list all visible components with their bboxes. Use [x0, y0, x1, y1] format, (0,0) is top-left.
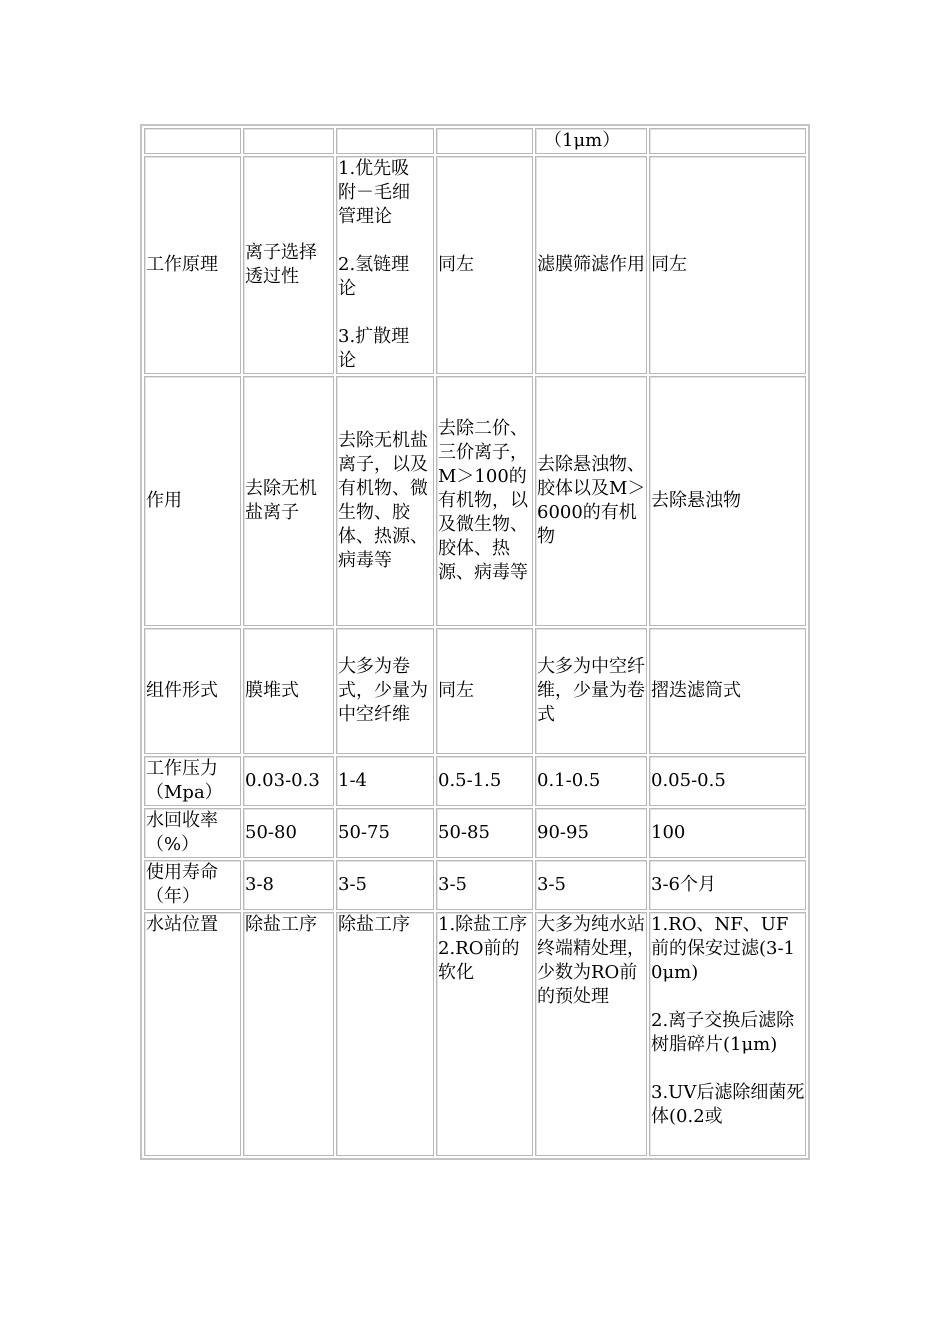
table-cell: 除盐工序: [336, 912, 434, 1156]
table-row: [144, 628, 806, 754]
table-cell: 同左: [649, 156, 806, 374]
table-row: [144, 912, 806, 1156]
row-label: 工作压力（Mpa）: [144, 756, 241, 806]
cell-line: 管理论: [338, 206, 392, 227]
table-cell: 同左: [436, 156, 533, 374]
row-label: 水站位置: [144, 912, 241, 1156]
table-cell: [436, 912, 533, 1156]
table-cell: 去除悬浊物: [649, 376, 806, 626]
table-cell: 去除悬浊物、胶体以及M＞6000的有机物: [535, 376, 647, 626]
table-cell: 离子选择透过性: [243, 156, 334, 374]
table-cell: 去除无机盐离子: [243, 376, 334, 626]
table-cell: 3-6个月: [649, 860, 806, 910]
cell-line: 1.优先吸: [338, 158, 410, 179]
cell-line: [651, 985, 805, 1009]
cell-line: 3.扩散理: [338, 326, 410, 347]
cell-line: 2.RO前的软化: [438, 938, 520, 983]
table-cell: 3-5: [535, 860, 647, 910]
cell-line: 论: [338, 350, 356, 371]
table-cell: 大多为中空纤维，少量为卷式: [535, 628, 647, 754]
table-cell: 去除无机盐离子，以及有机物、微生物、胶体、热源、病毒等: [336, 376, 434, 626]
table-cell: 50-85: [436, 808, 533, 858]
table-cell: 0.1-0.5: [535, 756, 647, 806]
cell-line: 2.离子交换后滤除树脂碎片(1μm): [651, 1010, 795, 1055]
table-row: [144, 128, 806, 154]
table-row: [144, 156, 806, 374]
table-row: [144, 376, 806, 626]
cell-lines: [438, 913, 532, 985]
table-row: [144, 860, 806, 910]
table-cell: 90-95: [535, 808, 647, 858]
table-cell: 3-8: [243, 860, 334, 910]
row-label: 水回收率（%）: [144, 808, 241, 858]
cell-line: [338, 229, 433, 253]
cell-line: 1.除盐工序: [438, 914, 528, 935]
table-cell: 50-80: [243, 808, 334, 858]
cell-line: [651, 1057, 805, 1081]
table-cell: [336, 128, 434, 154]
table-cell: 1-4: [336, 756, 434, 806]
table-cell: 3-5: [336, 860, 434, 910]
row-label: 使用寿命（年）: [144, 860, 241, 910]
table-cell: [436, 128, 533, 154]
membrane-comparison-table: [140, 124, 810, 1160]
table-cell: 50-75: [336, 808, 434, 858]
table-cell: [649, 128, 806, 154]
table-cell: 3-5: [436, 860, 533, 910]
table-cell: [243, 128, 334, 154]
cell-line: 1.RO、NF、UF前的保安过滤(3-10μm): [651, 914, 796, 983]
table-cell: 大多为纯水站终端精处理，少数为RO前的预处理: [535, 912, 647, 1156]
table-cell: 同左: [436, 628, 533, 754]
cell-line: 论: [338, 278, 356, 299]
cell-line: [338, 301, 433, 325]
row-label: 工作原理: [144, 156, 241, 374]
cell-line: 2.氢链理: [338, 254, 410, 275]
row-label: 组件形式: [144, 628, 241, 754]
table-cell: 100: [649, 808, 806, 858]
table-cell: [336, 156, 434, 374]
table-cell: 0.5-1.5: [436, 756, 533, 806]
cell-line: 附－毛细: [338, 182, 410, 203]
table-cell: 去除二价、三价离子，M＞100的有机物，以及微生物、胶体、热源、病毒等: [436, 376, 533, 626]
table-row: [144, 756, 806, 806]
table-cell: （1μm）: [535, 128, 647, 154]
row-label: 作用: [144, 376, 241, 626]
table-cell: [649, 912, 806, 1156]
table-cell: 除盐工序: [243, 912, 334, 1156]
table-row: [144, 808, 806, 858]
cell-line: 3.UV后滤除细菌死体(0.2或: [651, 1082, 805, 1127]
table-cell: 大多为卷式，少量为中空纤维: [336, 628, 434, 754]
table-cell: 滤膜筛滤作用: [535, 156, 647, 374]
table-cell: 0.03-0.3: [243, 756, 334, 806]
table-cell: 0.05-0.5: [649, 756, 806, 806]
cell-lines: [651, 913, 805, 1129]
cell-lines: [338, 157, 433, 373]
table-cell: 膜堆式: [243, 628, 334, 754]
table-cell: 摺迭滤筒式: [649, 628, 806, 754]
table-cell: [144, 128, 241, 154]
